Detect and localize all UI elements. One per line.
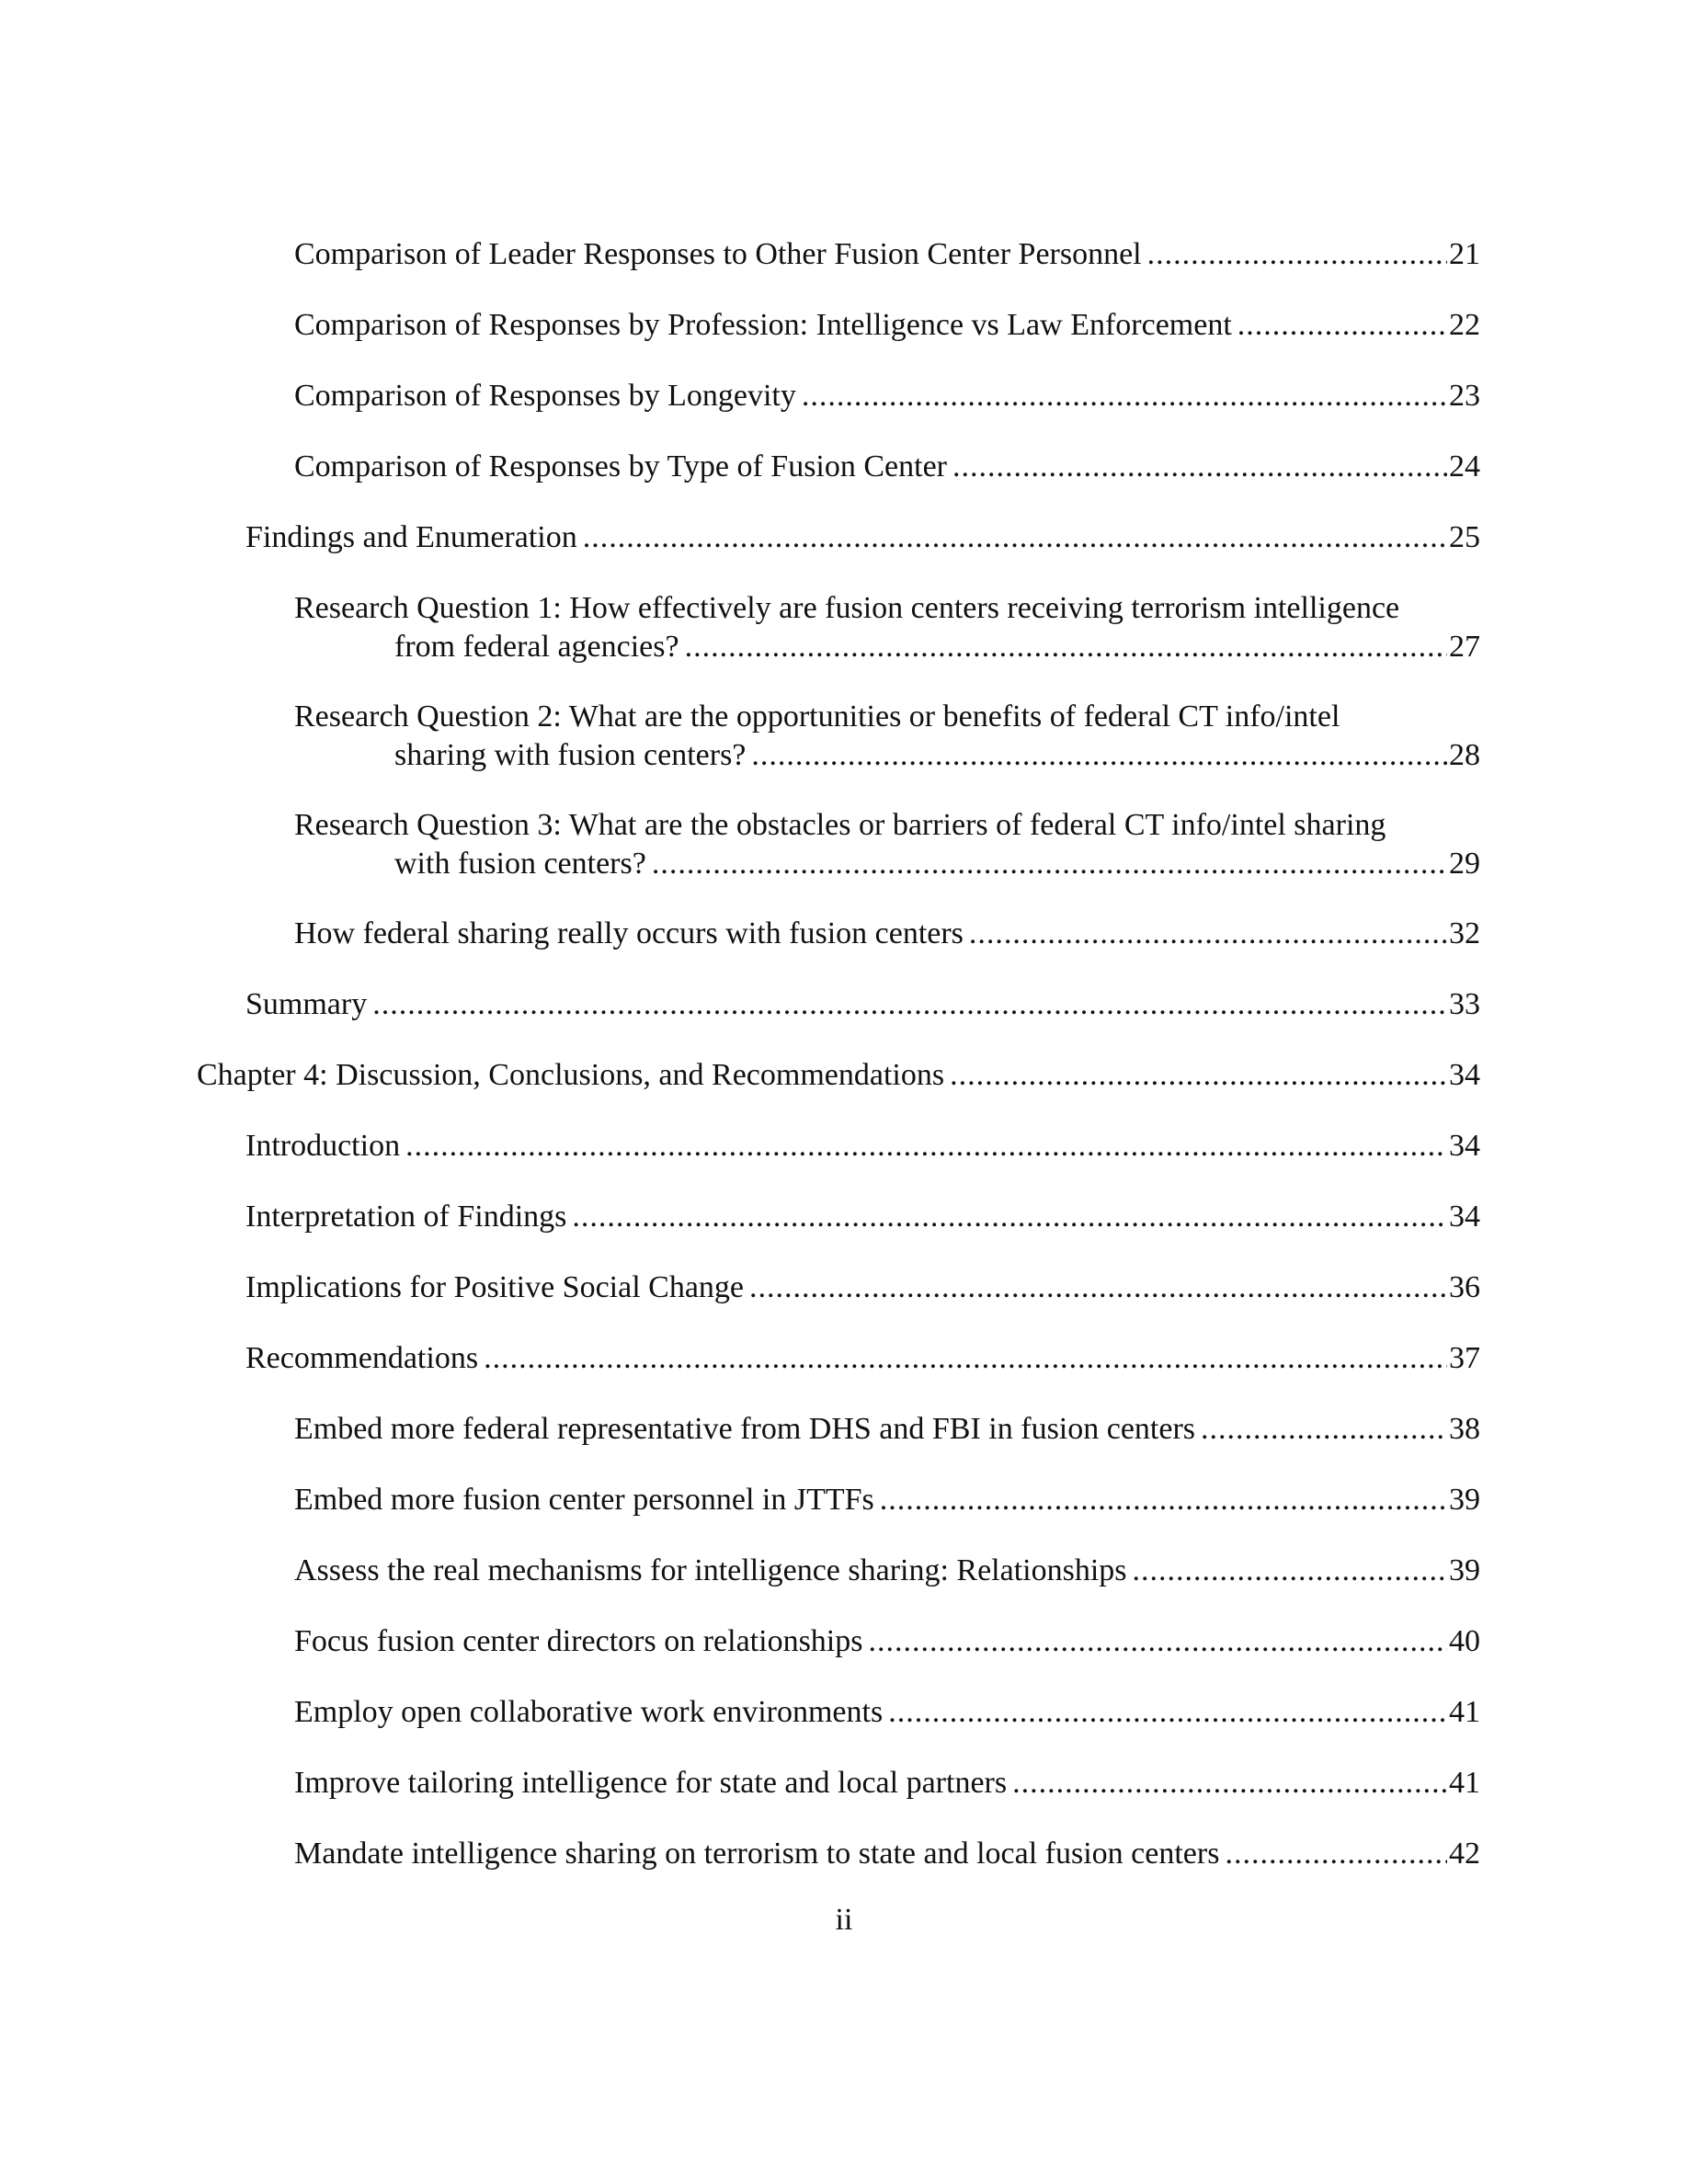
toc-entry-page: 40 [1449,1624,1480,1658]
toc-entry-title: Implications for Positive Social Change [245,1270,745,1304]
toc-entry[interactable] [245,1127,1480,1166]
toc-entry[interactable] [245,1198,1480,1236]
dot-leader [950,1056,1447,1095]
toc-entry-page: 32 [1449,916,1480,950]
toc-entry-page: 34 [1449,1058,1480,1092]
toc-entry-page: 42 [1449,1837,1480,1871]
toc-entry-title: Comparison of Responses by Profession: Intelligence vs Law Enforcement [294,308,1232,342]
dot-leader [583,518,1447,557]
dot-leader [880,1481,1447,1519]
toc-entry-title: Findings and Enumeration [245,520,577,554]
toc-entry-title: Employ open collaborative work environments [294,1695,884,1729]
toc-entry-title: Focus fusion center directors on relationships [294,1624,863,1658]
toc-entry-title-line2: sharing with fusion centers? [394,738,747,772]
toc-entry-page: 21 [1449,237,1480,271]
toc-entry-title: Assess the real mechanisms for intelligence sharing: Relationships [294,1553,1127,1587]
dot-leader [1225,1835,1447,1873]
dot-leader [751,736,1447,775]
toc-entry-page: 28 [1449,738,1480,772]
dot-leader [888,1693,1447,1732]
toc-entry-page: 38 [1449,1412,1480,1446]
dot-leader [572,1198,1447,1236]
dot-leader [1237,306,1447,345]
toc-entry[interactable] [294,1835,1480,1873]
toc-entry[interactable] [294,377,1480,415]
toc-entry[interactable] [294,698,1480,775]
toc-entry[interactable] [294,915,1480,953]
toc-entry[interactable] [245,1339,1480,1378]
toc-entry[interactable] [294,1764,1480,1803]
toc-entry[interactable] [245,985,1480,1024]
dot-leader [969,915,1447,953]
toc-entry-title: Comparison of Responses by Longevity [294,379,796,413]
dot-leader [868,1622,1447,1661]
dot-leader [484,1339,1447,1378]
toc-entry-title: Comparison of Responses by Type of Fusion Center [294,449,947,483]
toc-entry[interactable] [294,1481,1480,1519]
toc-entry-page: 36 [1449,1270,1480,1304]
toc-entry-page: 23 [1449,379,1480,413]
dot-leader [749,1268,1447,1307]
toc-entry-title: Embed more federal representative from DHS and FBI in fusion centers [294,1412,1196,1446]
toc-entry-title: Mandate intelligence sharing on terrorism to state and local fusion centers [294,1837,1220,1871]
toc-entry-page: 41 [1449,1695,1480,1729]
dot-leader [685,628,1447,666]
toc-entry-title: Interpretation of Findings [245,1200,567,1234]
toc-entry[interactable] [294,1552,1480,1590]
toc-entry-title-line2: from federal agencies? [394,630,679,664]
toc-entry-page: 25 [1449,520,1480,554]
toc-entry-page: 34 [1449,1200,1480,1234]
dot-leader [652,845,1447,883]
toc-entry-page: 22 [1449,308,1480,342]
dot-leader [802,377,1447,415]
toc-entry-page: 39 [1449,1553,1480,1587]
toc-entry-title: Embed more fusion center personnel in JTTFs [294,1483,874,1517]
toc-entry-title-line1: Research Question 3: What are the obstacles or barriers of federal CT info/intel sharing [294,808,1386,842]
dot-leader [952,448,1447,486]
toc-entry[interactable] [294,235,1480,274]
dot-leader [1012,1764,1447,1803]
toc-entry-page: 33 [1449,987,1480,1021]
toc-entry-page: 39 [1449,1483,1480,1517]
toc-entry-title-line1: Research Question 1: How effectively are fusion centers receiving terrorism intelligence [294,591,1400,625]
toc-entry-page: 29 [1449,847,1480,881]
toc-entry-title: Improve tailoring intelligence for state and local partners [294,1766,1008,1800]
toc-entry-title: Summary [245,987,368,1021]
toc-entry[interactable] [294,806,1480,883]
toc-entry-title-line1: Research Question 2: What are the opportunities or benefits of federal CT info/intel [294,700,1340,734]
toc-entry[interactable] [294,1622,1480,1661]
dot-leader [1133,1552,1447,1590]
page-number: ii [835,1903,853,1937]
toc-entry-title: Chapter 4: Discussion, Conclusions, and Recommendations [197,1058,945,1092]
toc-entry-title: Recommendations [245,1341,479,1375]
toc-entry[interactable] [294,589,1480,666]
toc-entry-title: Comparison of Leader Responses to Other Fusion Center Personnel [294,237,1142,271]
toc-entry-title: Introduction [245,1129,401,1163]
toc-entry[interactable] [294,1410,1480,1449]
dot-leader [405,1127,1447,1166]
dot-leader [1147,235,1447,274]
toc-entry[interactable] [245,1268,1480,1307]
dot-leader [1201,1410,1447,1449]
dot-leader [372,985,1447,1024]
toc-entry-page: 27 [1449,630,1480,664]
toc-entry-title: How federal sharing really occurs with fusion centers [294,916,964,950]
toc-entry[interactable] [294,1693,1480,1732]
toc-entry-page: 24 [1449,449,1480,483]
toc-entry-page: 41 [1449,1766,1480,1800]
toc-entry[interactable] [245,518,1480,557]
toc-entry-title-line2: with fusion centers? [394,847,646,881]
toc-entry-chapter[interactable] [197,1056,1480,1095]
toc-entry[interactable] [294,306,1480,345]
toc-entry[interactable] [294,448,1480,486]
toc-entry-page: 34 [1449,1129,1480,1163]
toc-entry-page: 37 [1449,1341,1480,1375]
